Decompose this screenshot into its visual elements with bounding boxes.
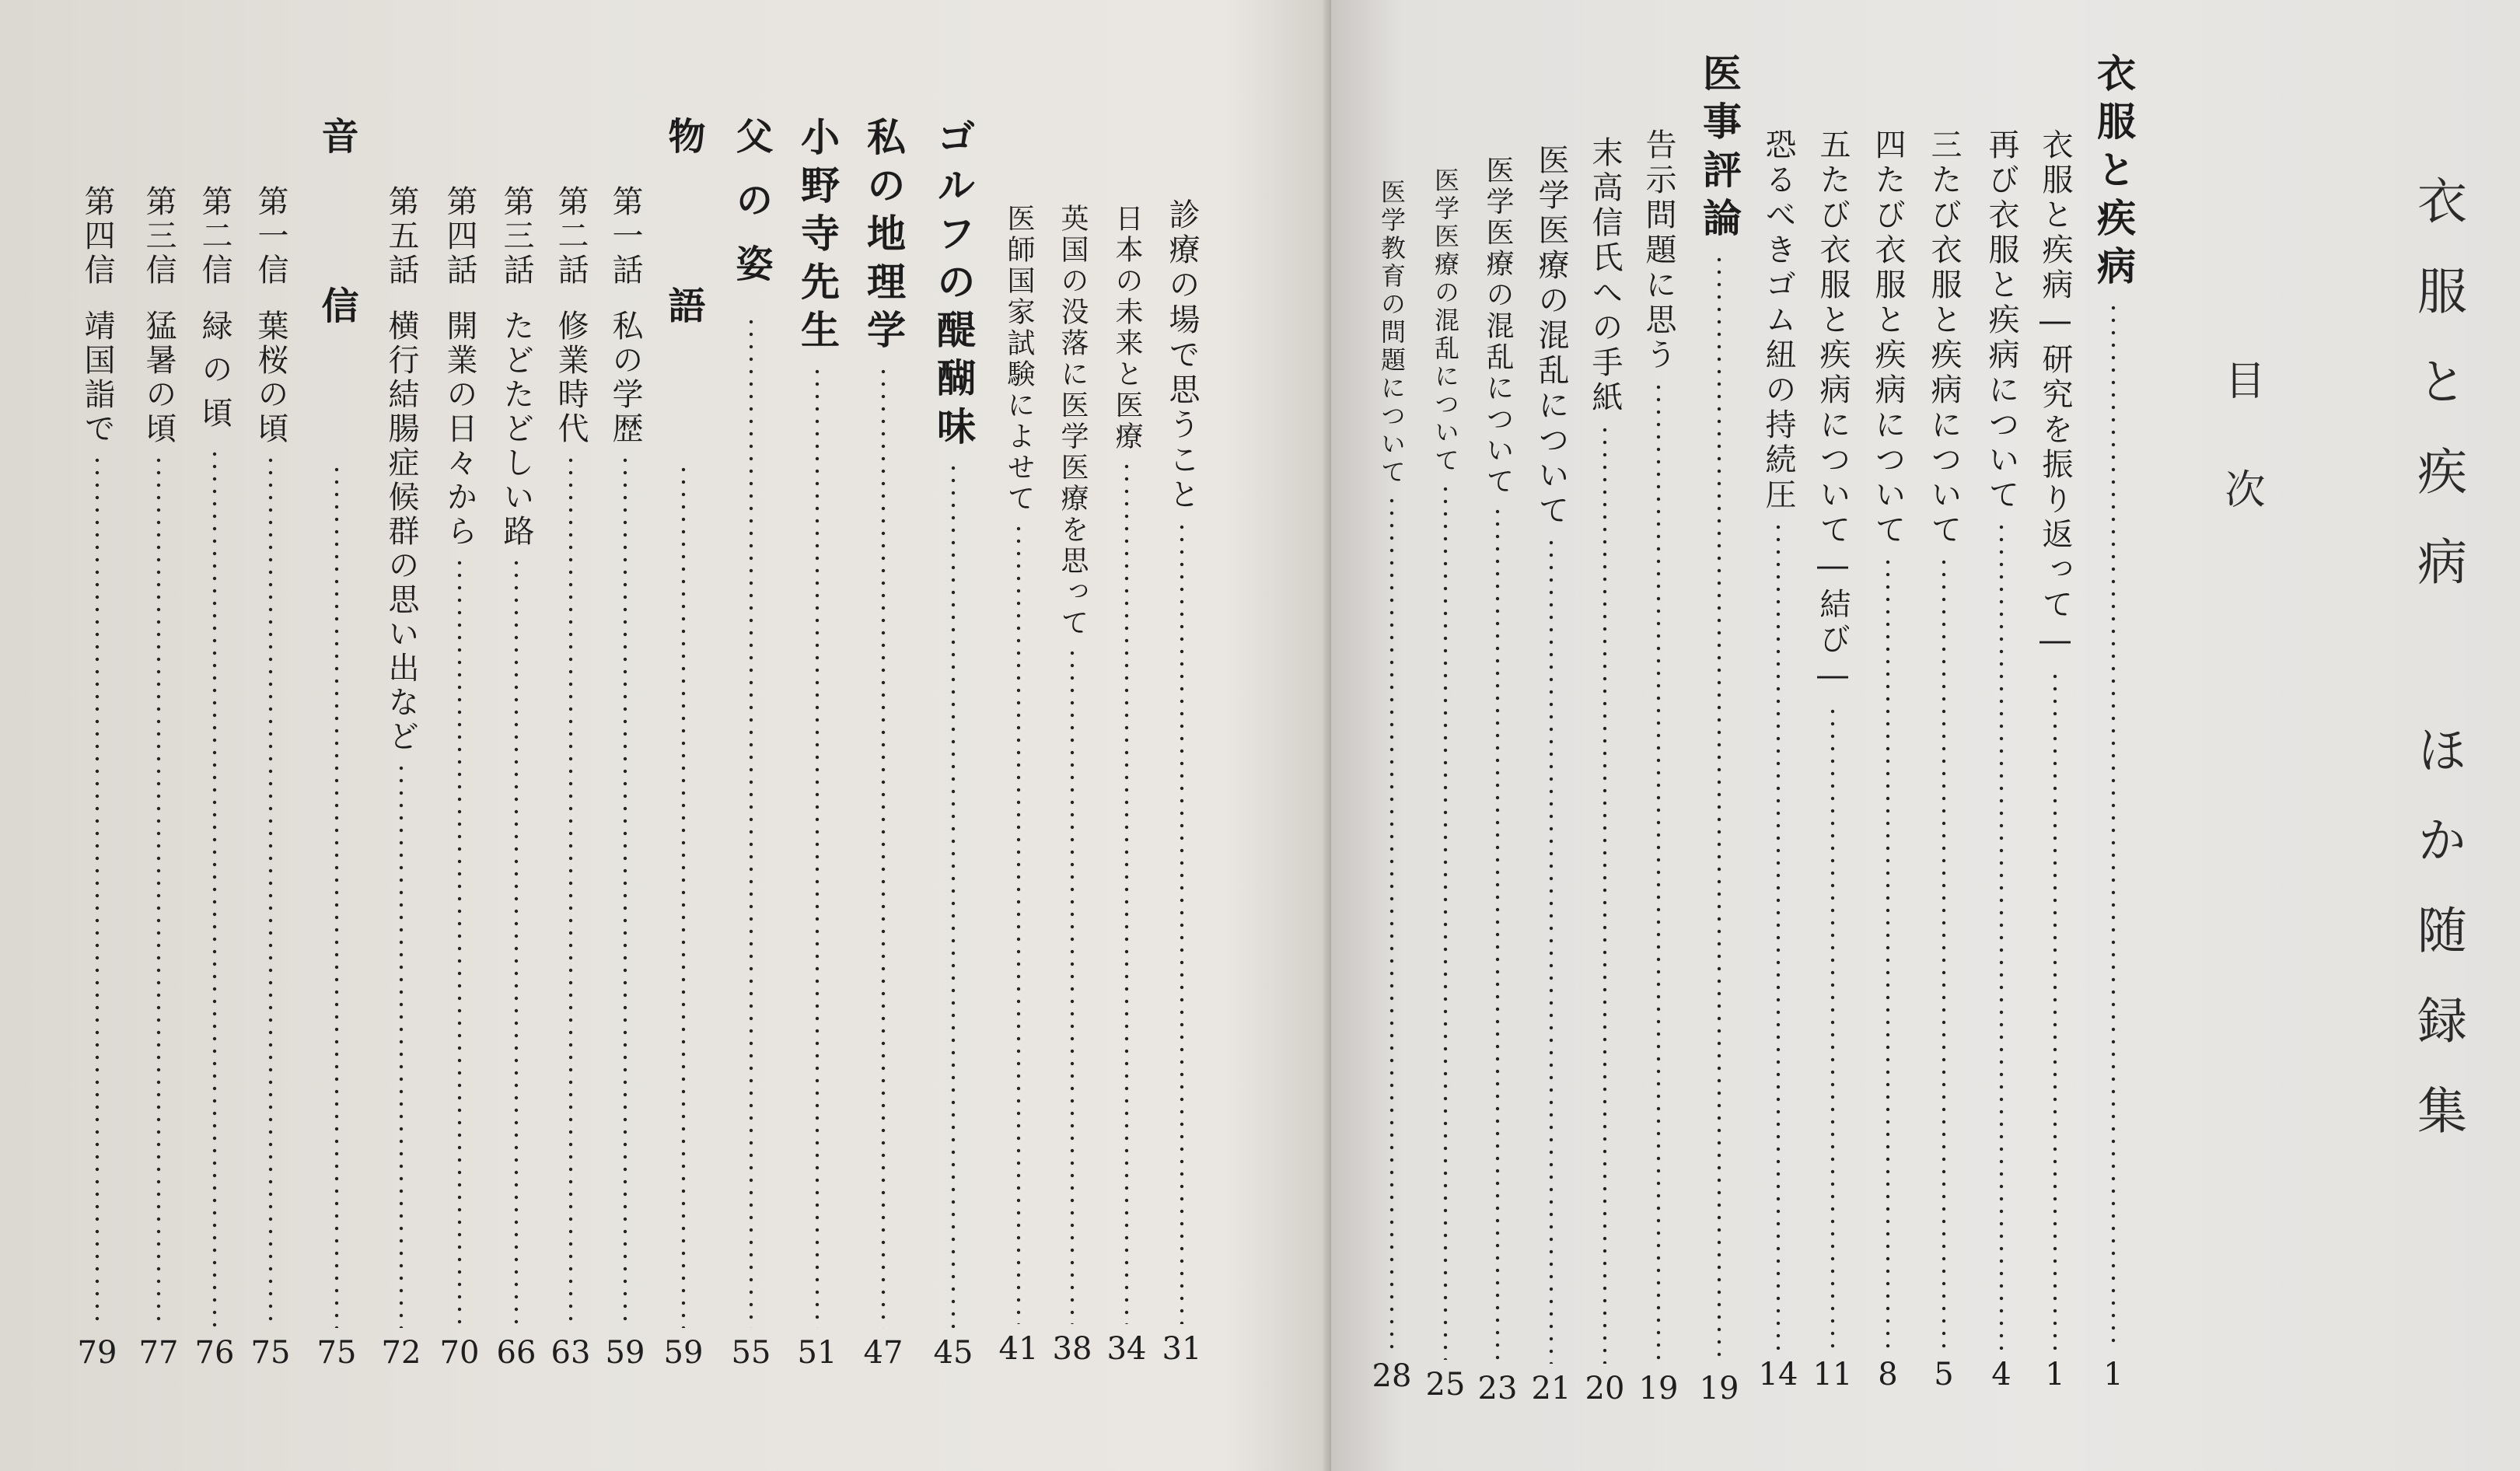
toc-section[interactable] (725, 117, 777, 1371)
toc-section-title: 父の姿 (729, 117, 773, 308)
toc-page-number: 19 (1699, 1371, 1739, 1406)
toc-section-title: 医事評論 (1697, 53, 1742, 246)
leader-dots (399, 762, 404, 1328)
leader-dots (1443, 483, 1448, 1360)
toc-subentry-title: 修業時代 (553, 309, 589, 446)
toc-page-number: 41 (998, 1331, 1039, 1367)
toc-subentry-title: たどたどしい路 (498, 309, 534, 549)
toc-page-number: 45 (933, 1335, 973, 1371)
toc-subentry[interactable] (137, 185, 180, 1371)
toc-page-number: 59 (605, 1335, 645, 1371)
toc-entry[interactable] (1922, 128, 1966, 1390)
toc-subentry[interactable] (495, 185, 538, 1371)
toc-subentry-label: 第三信 (141, 185, 177, 288)
toc-page-number: 63 (550, 1335, 591, 1371)
toc-page-number: 55 (731, 1335, 771, 1371)
toc-subentry-label: 第四話 (442, 185, 477, 288)
toc-entry-title: 四たび衣服と疾病について (1870, 128, 1906, 548)
leader-dots (1389, 494, 1394, 1351)
leader-dots (1886, 556, 1890, 1350)
toc-subentry-label: 第五話 (383, 185, 419, 288)
toc-page-number: 8 (1878, 1357, 1898, 1392)
leader-dots (514, 557, 519, 1328)
leader-dots (212, 448, 217, 1328)
toc-page-number: 75 (250, 1335, 291, 1371)
toc-page-number: 31 (1162, 1331, 1202, 1367)
toc-subentry[interactable] (193, 185, 236, 1371)
toc-entry-title: 五たび衣服と疾病について―結び― (1815, 128, 1851, 697)
leader-dots (749, 316, 753, 1328)
toc-heading (2210, 359, 2272, 577)
toc-page-number: 28 (1372, 1358, 1412, 1394)
toc-section[interactable] (1693, 53, 1745, 1404)
leader-dots (95, 454, 100, 1328)
toc-entry-title: 恐るべきゴム紐の持続圧 (1760, 128, 1796, 513)
toc-entry-title: 再び衣服と疾病について (1983, 128, 2019, 513)
leader-dots (681, 463, 686, 1328)
toc-subentry[interactable] (549, 185, 592, 1371)
toc-entry-title: 医学医療の混乱について (1533, 144, 1569, 529)
toc-entry[interactable] (1583, 136, 1627, 1404)
right-page (1331, 0, 2520, 1471)
toc-section-title: 私の地理学 (861, 117, 906, 358)
leader-dots (1776, 521, 1781, 1350)
toc-page-number: 21 (1531, 1371, 1571, 1406)
toc-entry-title: 医学医療の混乱について (1431, 167, 1460, 475)
toc-section[interactable] (928, 117, 979, 1371)
leader-dots (1180, 521, 1184, 1324)
toc-entry[interactable] (1424, 167, 1467, 1403)
toc-entry[interactable] (1529, 144, 1573, 1404)
toc-entry[interactable] (2033, 128, 2077, 1390)
toc-section[interactable] (858, 117, 909, 1371)
toc-page-number: 59 (663, 1335, 704, 1371)
leader-dots (1603, 424, 1607, 1364)
toc-page-number: 51 (797, 1335, 837, 1371)
toc-page-number: 1 (2103, 1357, 2123, 1392)
leader-dots (1016, 522, 1021, 1324)
toc-entry-title: 告示問題に思う (1641, 128, 1676, 373)
leader-dots (1549, 536, 1554, 1364)
leader-dots (2111, 302, 2116, 1350)
toc-section-title: 音信 (315, 117, 358, 456)
toc-section-title: 衣服と疾病 (2091, 53, 2136, 294)
leader-dots (881, 365, 886, 1328)
book-title (2403, 175, 2473, 1175)
toc-section-title: 物語 (662, 117, 705, 456)
toc-page-number: 20 (1585, 1371, 1625, 1406)
leader-dots (1999, 521, 2004, 1350)
toc-subentry[interactable] (379, 185, 423, 1371)
toc-entry-title: 三たび衣服と疾病について (1926, 128, 1962, 548)
leader-dots (1070, 647, 1075, 1324)
leader-dots (268, 454, 273, 1328)
toc-subentry-title: 緑の頃 (197, 309, 232, 440)
toc-page-number: 1 (2045, 1357, 2065, 1392)
toc-subentry[interactable] (603, 185, 647, 1371)
toc-section[interactable] (792, 117, 843, 1371)
toc-subentry-label: 第一信 (253, 185, 288, 288)
toc-entry-title: 末高信氏への手紙 (1587, 136, 1623, 416)
toc-subentry-label: 第一話 (607, 185, 643, 288)
toc-page-number: 23 (1477, 1371, 1518, 1406)
toc-subentry-label: 第二話 (553, 185, 589, 288)
toc-entry[interactable] (1811, 128, 1854, 1390)
toc-subentry-label: 第二信 (197, 185, 232, 288)
toc-entry[interactable] (1370, 179, 1414, 1392)
leader-dots (951, 462, 956, 1328)
toc-subentry[interactable] (249, 185, 292, 1371)
toc-entry-title: 日本の未来と医療 (1111, 204, 1143, 452)
toc-subentry-label: 第四信 (79, 185, 115, 288)
toc-subentry-title: 猛暑の頃 (141, 309, 177, 446)
toc-page-number: 70 (439, 1335, 480, 1371)
toc-entry[interactable] (997, 204, 1040, 1367)
toc-page-number: 5 (1934, 1357, 1954, 1392)
toc-page-number: 38 (1052, 1331, 1092, 1367)
toc-entry-title: 医学医療の混乱について (1482, 155, 1514, 498)
toc-entry[interactable] (1105, 204, 1148, 1367)
toc-subentry-title: 横行結腸症候群の思い出など (383, 309, 419, 754)
toc-entry[interactable] (1756, 128, 1800, 1390)
toc-section-title: ゴルフの醍醐味 (931, 117, 976, 454)
leader-dots (815, 365, 820, 1328)
toc-page-number: 4 (1991, 1357, 2011, 1392)
leader-dots (1830, 705, 1835, 1350)
leader-dots (457, 557, 462, 1328)
toc-subentry-title: 私の学歴 (607, 309, 643, 446)
leader-dots (334, 463, 339, 1328)
toc-entry[interactable] (1980, 128, 2023, 1390)
toc-entry[interactable] (1050, 204, 1094, 1367)
toc-subentry-title: 葉桜の頃 (253, 309, 288, 446)
leader-dots (2053, 670, 2057, 1350)
leader-dots (1717, 253, 1721, 1364)
toc-entry[interactable] (1160, 198, 1204, 1367)
book-title-text: 衣服と疾病 ほか随録集 (2409, 175, 2466, 1175)
toc-page-number: 34 (1106, 1331, 1147, 1367)
toc-heading-text: 目次 (2218, 359, 2264, 577)
toc-page-number: 75 (316, 1335, 357, 1371)
toc-page-number: 47 (863, 1335, 903, 1371)
toc-entry[interactable] (1866, 128, 1910, 1390)
toc-entry-title: 医師国家試験によせて (1003, 204, 1035, 515)
toc-page-number: 25 (1425, 1367, 1466, 1403)
toc-page-number: 77 (138, 1335, 179, 1371)
toc-page-number: 19 (1638, 1371, 1679, 1406)
toc-entry-title: 診療の場で思うこと (1164, 198, 1200, 513)
toc-section[interactable] (311, 117, 362, 1371)
toc-entry[interactable] (1637, 128, 1680, 1404)
toc-section[interactable] (658, 117, 709, 1371)
toc-subentry-title: 開業の日々から (442, 309, 477, 549)
toc-page-number: 14 (1758, 1357, 1798, 1392)
toc-subentry-label: 第三話 (498, 185, 534, 288)
leader-dots (156, 454, 161, 1328)
toc-subentry[interactable] (75, 185, 119, 1371)
leader-dots (1942, 556, 1946, 1350)
toc-page-number: 72 (381, 1335, 421, 1371)
leader-dots (1495, 505, 1500, 1364)
toc-entry-title: 衣服と疾病―研究を振り返って― (2037, 128, 2073, 662)
toc-subentry-title: 靖国詣で (79, 309, 115, 446)
toc-page-number: 76 (194, 1335, 235, 1371)
toc-page-number: 79 (77, 1335, 117, 1371)
toc-section[interactable] (2088, 53, 2139, 1390)
toc-page-number: 11 (1812, 1357, 1853, 1392)
leader-dots (1656, 381, 1661, 1364)
toc-subentry[interactable] (438, 185, 481, 1371)
toc-entry-title: 英国の没落に医学医療を思って (1057, 204, 1089, 639)
toc-entry[interactable] (1476, 155, 1519, 1404)
leader-dots (1124, 460, 1129, 1324)
leader-dots (623, 454, 627, 1328)
toc-entry-title: 医学教育の問題について (1377, 179, 1407, 487)
toc-page-number: 66 (496, 1335, 537, 1371)
leader-dots (568, 454, 573, 1328)
toc-section-title: 小野寺先生 (795, 117, 840, 358)
